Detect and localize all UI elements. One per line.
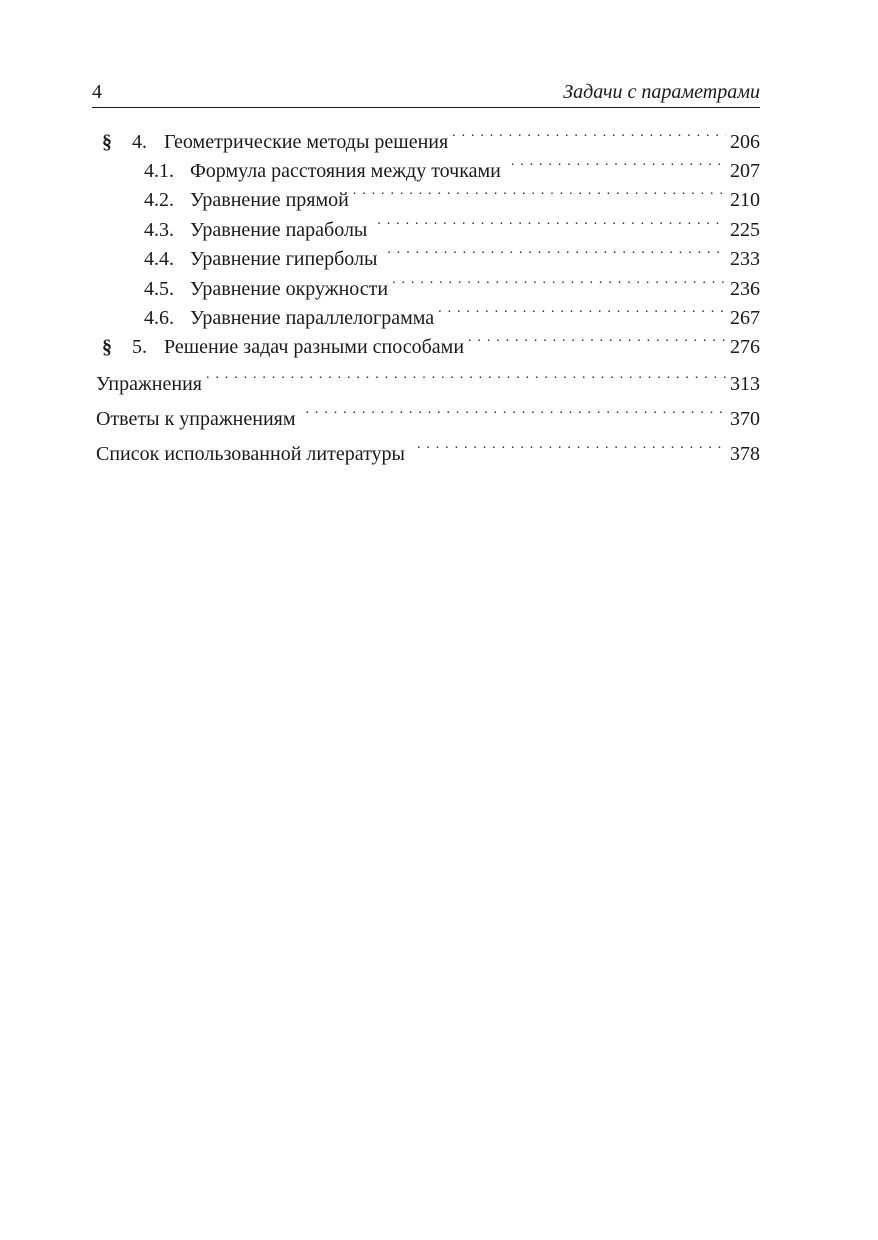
dot-leader [392,267,726,295]
toc-entry-title: Уравнение параболы [190,219,368,241]
page-number: 4 [92,81,102,103]
toc-entry-page: 267 [730,307,760,329]
dot-leader [511,149,726,177]
toc-entry-4-3[interactable] [144,208,760,241]
dot-leader [387,237,726,265]
toc-entry-number: 4.2. [144,189,174,211]
toc-entry-title: Уравнение гиперболы [190,248,378,270]
toc-entry-number: 5. [132,336,147,358]
toc-entry-number: 4. [132,131,147,153]
dot-leader [417,432,726,460]
toc-entry-number: 4.1. [144,160,174,182]
toc-entry-4-2[interactable] [144,178,760,211]
toc-entry-title: Уравнение окружности [190,278,389,300]
toc-entry-answers[interactable] [96,397,760,430]
dot-leader [377,208,726,236]
toc-entry-title: Геометрические методы решения [164,131,449,153]
toc-entry-page: 236 [730,278,760,300]
toc-entry-page: 276 [730,336,760,358]
toc-entry-number: 4.3. [144,219,174,241]
dot-leader [438,296,726,324]
toc-entry-bibliography[interactable] [96,432,760,465]
toc-entry-title: Решение задач разными способами [164,336,465,358]
toc-entry-4-5[interactable] [144,267,760,300]
toc-entry-page: 370 [730,408,760,430]
toc-entry-page: 206 [730,131,760,153]
toc-entry-4-6[interactable] [144,296,760,329]
section-symbol: § [102,336,112,358]
dot-leader [353,178,726,206]
toc-entry-page: 313 [730,373,760,395]
toc-entry-page: 210 [730,189,760,211]
toc-entry-number: 4.6. [144,307,174,329]
toc-entry-title: Ответы к упражнениям [96,408,296,430]
toc-entry-title: Уравнение прямой [190,189,349,211]
toc-entry-number: 4.5. [144,278,174,300]
toc-entry-section-5[interactable] [92,325,760,358]
running-title: Задачи с параметрами [563,81,760,103]
toc-entry-page: 378 [730,443,760,465]
toc-entry-page: 233 [730,248,760,270]
toc-entry-number: 4.4. [144,248,174,270]
toc-entry-4-1[interactable] [144,149,760,182]
toc-entry-exercises[interactable] [96,362,760,395]
section-symbol: § [102,131,112,153]
toc-entry-page: 207 [730,160,760,182]
toc-entry-section-4[interactable] [92,120,760,153]
dot-leader [468,325,726,353]
dot-leader [206,362,726,390]
page-header [92,78,760,108]
toc-entry-page: 225 [730,219,760,241]
toc-entry-title: Формула расстояния между точками [190,160,501,182]
toc-entry-title: Уравнение параллелограмма [190,307,435,329]
toc-entry-4-4[interactable] [144,237,760,270]
toc-entry-title: Список использованной литературы [96,443,405,465]
dot-leader [452,120,726,148]
dot-leader [306,397,726,425]
toc-entry-title: Упражнения [96,373,202,395]
